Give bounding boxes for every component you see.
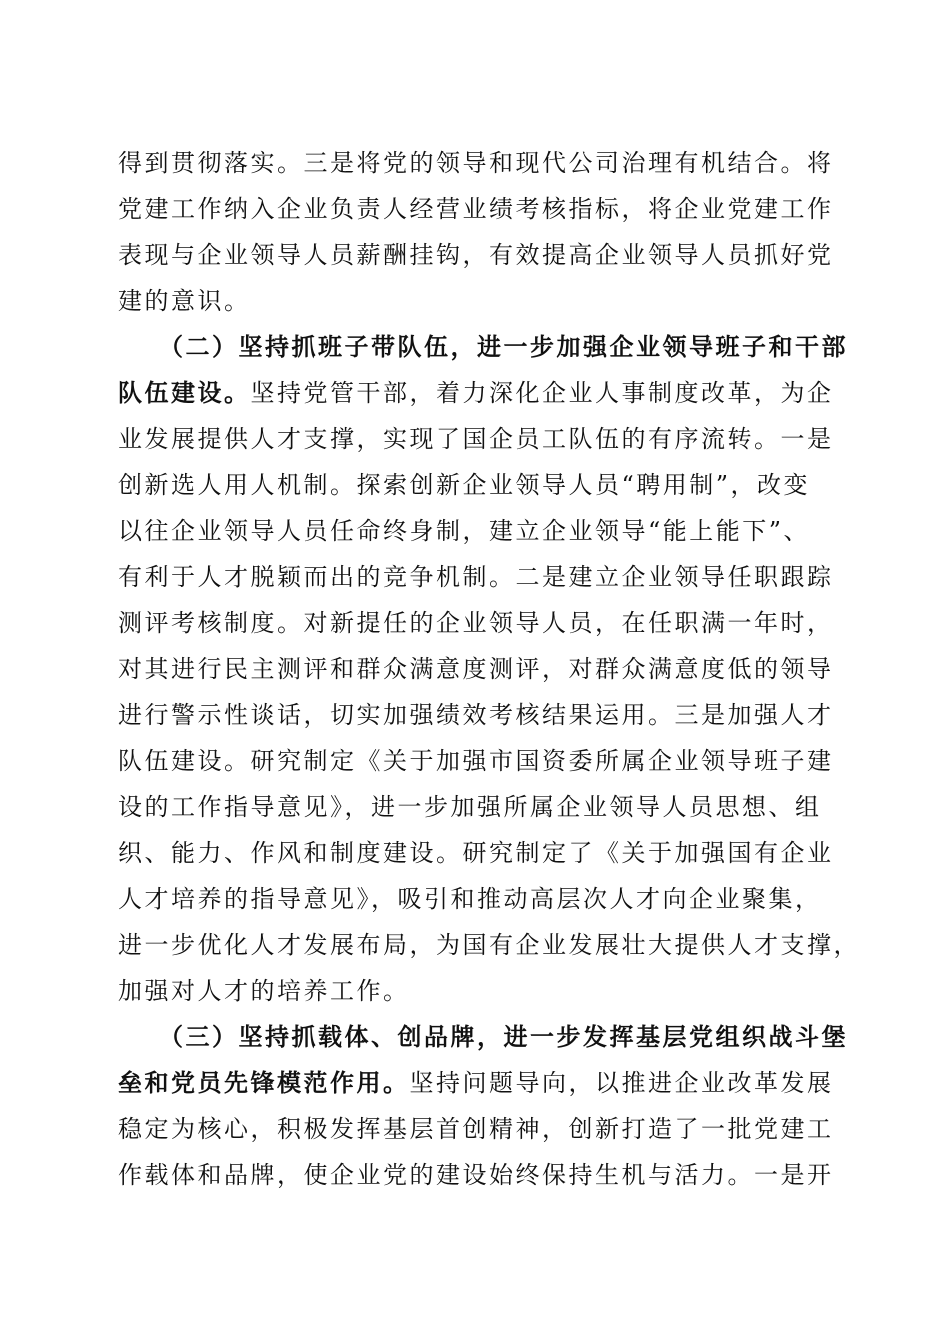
text-line: 人才培养的指导意见》，吸引和推动高层次人才向企业聚集， xyxy=(118,885,822,913)
text-line: 加强对人才的培养工作。 xyxy=(118,977,410,1005)
text-line: 队伍建设。研究制定《关于加强市国资委所属企业领导班子建 xyxy=(118,747,834,775)
text-line: 以往企业领导人员任命终身制，建立企业领导“能上能下”、 xyxy=(118,517,811,545)
text-line xyxy=(118,1060,838,1106)
text-line: 进一步优化人才发展布局，为国有企业发展壮大提供人才支撑， xyxy=(118,931,860,959)
text-line: 创新选人用人机制。探索创新企业领导人员“聘用制”，改变 xyxy=(118,471,811,499)
text-line: 测评考核制度。对新提任的企业领导人员，在任职满一年时， xyxy=(118,609,834,637)
text-line: 表现与企业领导人员薪酬挂钩，有效提高企业领导人员抓好党 xyxy=(118,241,834,269)
section-heading-2-end: 队伍建设。 xyxy=(118,378,251,407)
section-heading-2: （二）坚持抓班子带队伍，进一步加强企业领导班子和干部 xyxy=(118,332,848,361)
section-heading-3: （三）坚持抓载体、创品牌，进一步发挥基层党组织战斗堡 xyxy=(118,1022,848,1051)
text-line: 得到贯彻落实。三是将党的领导和现代公司治理有机结合。将 xyxy=(118,149,834,177)
text-line: 业发展提供人才支撑，实现了国企员工队伍的有序流转。一是 xyxy=(118,425,834,453)
text-line: 织、能力、作风和制度建设。研究制定了《关于加强国有企业 xyxy=(118,839,834,867)
text-line: 建的意识。 xyxy=(118,287,251,315)
text-line: 稳定为核心，积极发挥基层首创精神，创新打造了一批党建工 xyxy=(118,1115,834,1143)
section-heading-3-end: 垒和党员先锋模范作用。 xyxy=(118,1068,410,1097)
text-line: 作载体和品牌，使企业党的建设始终保持生机与活力。一是开 xyxy=(118,1161,834,1189)
text-line: 设的工作指导意见》，进一步加强所属企业领导人员思想、组 xyxy=(118,793,822,821)
text-line: 对其进行民主测评和群众满意度测评，对群众满意度低的领导 xyxy=(118,655,834,683)
document-body xyxy=(118,140,860,1198)
text-span: 坚持问题导向，以推进企业改革发展 xyxy=(409,1069,834,1097)
text-line: 有利于人才脱颖而出的竞争机制。二是建立企业领导任职跟踪 xyxy=(118,563,834,591)
text-line: 进行警示性谈话，切实加强绩效考核结果运用。三是加强人才 xyxy=(118,701,834,729)
text-span: 坚持党管干部，着力深化企业人事制度改革，为企 xyxy=(250,379,834,407)
text-line xyxy=(118,370,838,416)
text-line: 党建工作纳入企业负责人经营业绩考核指标，将企业党建工作 xyxy=(118,195,834,223)
